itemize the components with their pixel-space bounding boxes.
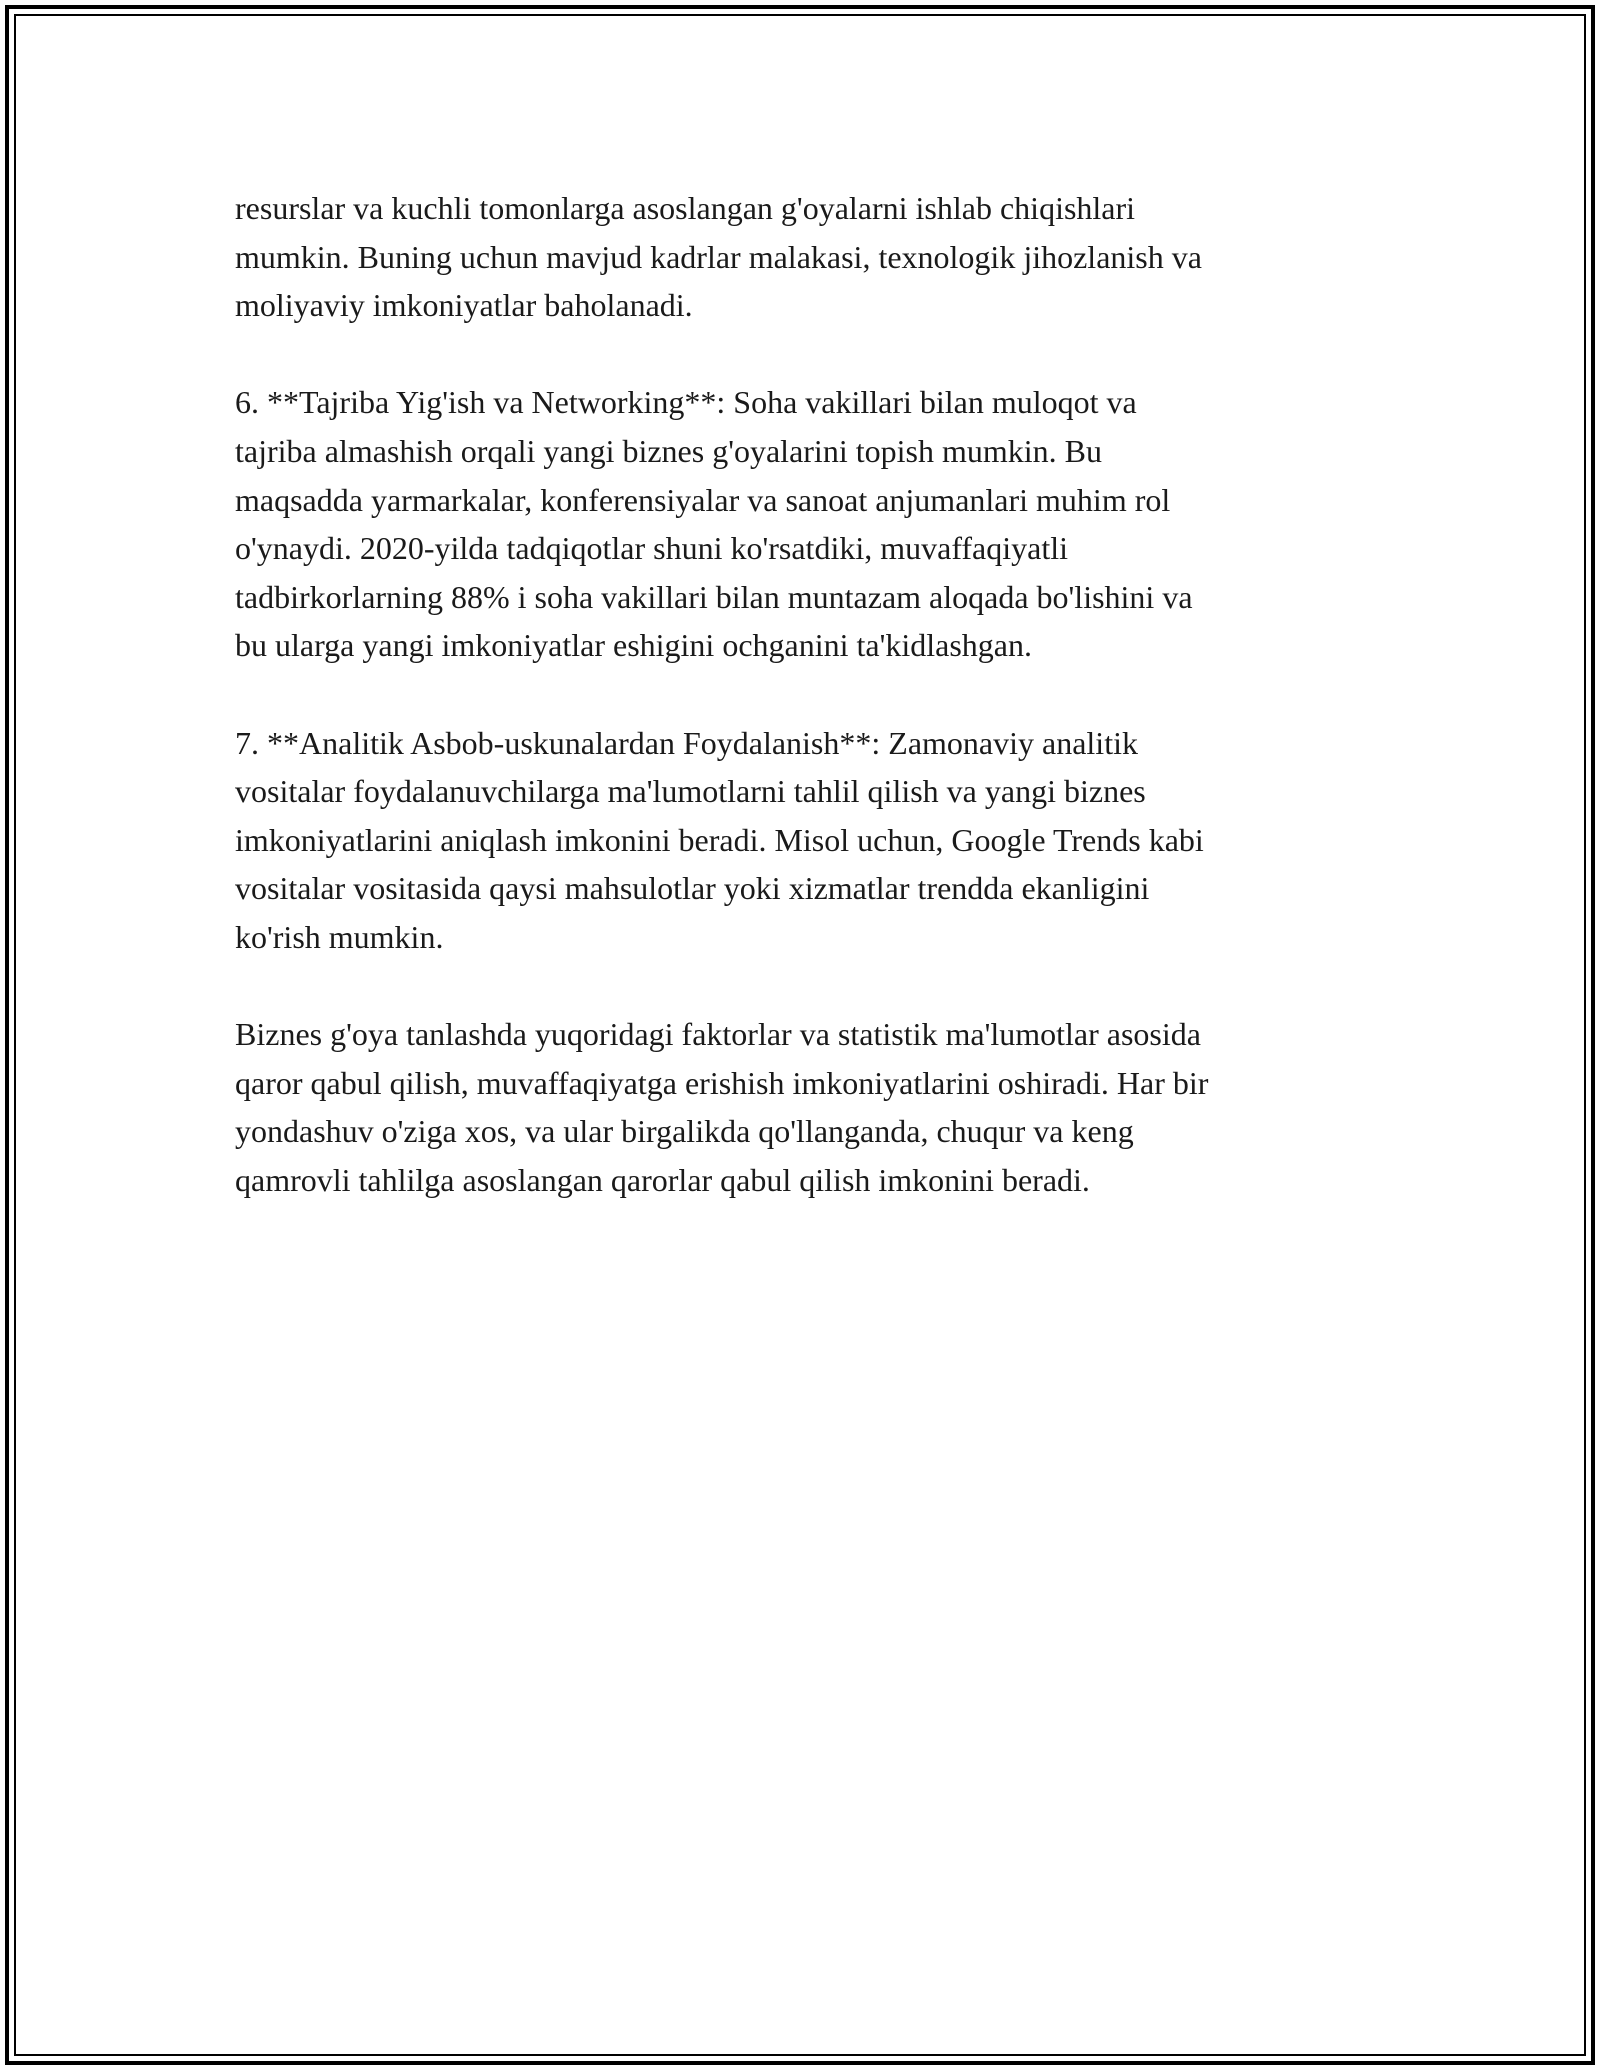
paragraph-item-7-analytics: 7. **Analitik Asbob-uskunalardan Foydalanish**: Zamonaviy analitik vositalar foydalanuvchilarga ma'lumotlarni tahlil qilish va yangi biznes imkoniyatlarini aniqlash imkonini beradi. Misol uchun, Google Trends kabi vositalar vositasida qaysi mahsulotlar yoki xizmatlar trendda ekanligini ko'rish mumkin.: [235, 724, 1204, 955]
document-body: [235, 184, 1375, 1253]
paragraph-conclusion: Biznes g'oya tanlashda yuqoridagi faktorlar va statistik ma'lumotlar asosida qaror qabul qilish, muvaffaqiyatga erishish imkoniyatlarini oshiradi. Har bir yondashuv o'ziga xos, va ular birgalikda qo'llanganda, chuqur va keng qamrovli tahlilga asoslangan qarorlar qabul qilish imkonini beradi.: [235, 1016, 1209, 1198]
paragraph-continuation: resurslar va kuchli tomonlarga asoslangan g'oyalarni ishlab chiqishlari mumkin. Buning uchun mavjud kadrlar malakasi, texnologik jihozlanish va moliyaviy imkoniyatlar baholanadi.: [235, 190, 1202, 324]
paragraph-item-6-networking: 6. **Tajriba Yig'ish va Networking**: Soha vakillari bilan muloqot va tajriba almashish orqali yangi biznes g'oyalarini topish mumkin. Bu maqsadda yarmarkalar, konferensiyalar va sanoat anjumanlari muhim rol o'ynaydi. 2020-yilda tadqiqotlar shuni ko'rsatdiki, muvaffaqiyatli tadbirkorlarning 88% i soha vakillari bilan muntazam aloqada bo'lishini va bu ularga yangi imkoniyatlar eshigini ochganini ta'kidlashgan.: [235, 384, 1193, 664]
